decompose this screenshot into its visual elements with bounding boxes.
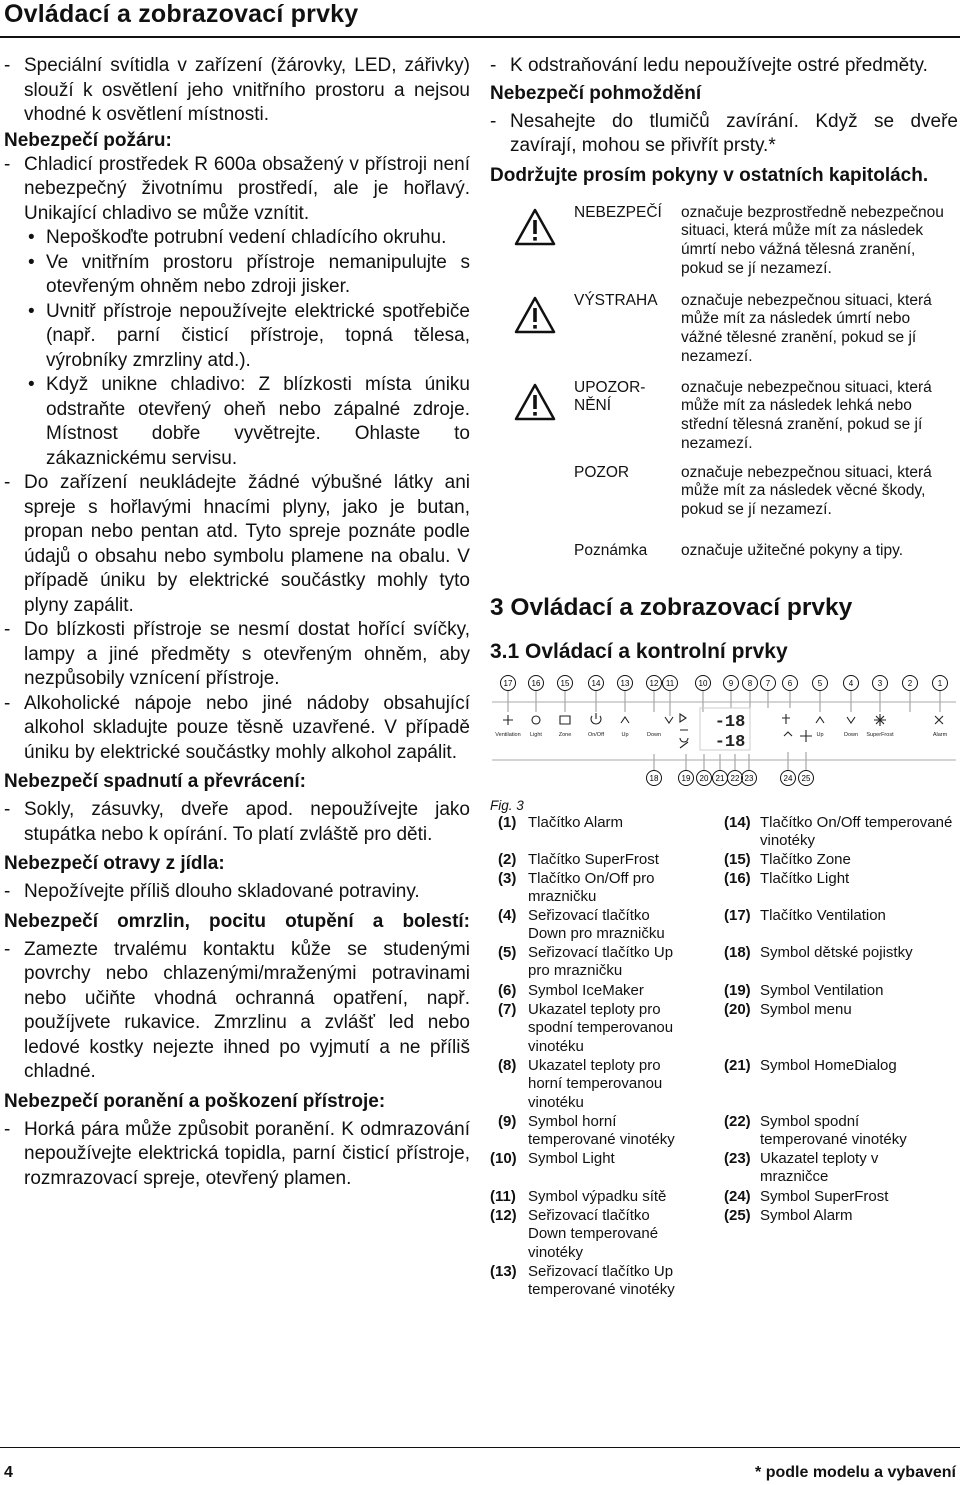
callout-25 <box>799 770 814 785</box>
callouts-bottom <box>647 770 814 785</box>
svg-text:1: 1 <box>937 678 943 688</box>
ventilation-icon[interactable] <box>503 715 513 725</box>
paragraph-lighting: - Speciální svítidla v zařízení (žárovky, LED, zářivky) slouží k osvětlení jeho vnitřního prostoru a nejsou vhodné k osvětlení místnosti. <box>4 54 470 128</box>
warning-triangle-icon <box>514 296 556 334</box>
callouts-top <box>501 675 948 690</box>
heading-crush: Nebezpečí pohmoždění <box>490 82 702 104</box>
legend-number: (8) <box>498 1056 517 1074</box>
control-panel-diagram <box>490 674 958 796</box>
heading-fall: Nebezpečí spadnutí a převrácení: <box>4 771 306 792</box>
footer-rule <box>0 1447 960 1448</box>
left-column <box>4 54 470 1191</box>
hazard-label: NEBEZPEČÍ <box>574 203 662 221</box>
svg-text:10: 10 <box>698 678 708 688</box>
legend-number: (1) <box>498 813 517 831</box>
svg-text:13: 13 <box>620 678 630 688</box>
legend-text: Symbol menu <box>760 1000 852 1018</box>
legend-number: (13) <box>490 1262 517 1280</box>
legend-number: (5) <box>498 943 517 961</box>
paragraph-injury: - Horká pára může způsobit poranění. K odmrazování nepoužívejte elektrická topidla, parní čisticí přístroje, rozmrazovací spreje, otevřený plamen. <box>4 1118 470 1192</box>
legend-text: Tlačítko Ventilation <box>760 906 886 924</box>
up-arrow-icon[interactable] <box>621 717 629 723</box>
legend-number: (7) <box>498 1000 517 1018</box>
svg-text:5: 5 <box>817 678 823 688</box>
svg-text:3: 3 <box>877 678 883 688</box>
hazard-label: Poznámka <box>574 541 648 559</box>
paragraph-ice: - K odstraňování ledu nepoužívejte ostré předměty. <box>490 54 958 79</box>
svg-text:SuperFrost: SuperFrost <box>866 731 894 738</box>
paragraph-fall: - Sokly, zásuvky, dveře apod. nepoužívejte jako stupátka nebo k opírání. To platí zvláště pro děti. <box>4 798 470 847</box>
hazard-description: označuje užitečné pokyny a tipy. <box>681 541 904 559</box>
svg-text:17: 17 <box>503 678 513 688</box>
legend-number: (12) <box>490 1206 517 1224</box>
callout-12 <box>647 675 662 690</box>
svg-text:23: 23 <box>744 773 754 783</box>
svg-text:6: 6 <box>787 678 793 688</box>
legend-text: Tlačítko Light <box>760 869 850 887</box>
callout-14 <box>589 675 604 690</box>
svg-text:Up: Up <box>621 731 629 738</box>
hazard-description: označuje bezprostředně nebezpečnou situaci, která může mít za následek úmrtí nebo vážná tělesná zranění, pokud se jí nezamezí. <box>681 203 944 277</box>
legend-number: (10) <box>490 1149 517 1167</box>
svg-text:On/Off: On/Off <box>587 731 605 738</box>
superfrost-icon[interactable] <box>874 714 886 726</box>
legend-text: Ukazatel teploty pro horní temperovanou vinotéku <box>528 1056 663 1111</box>
svg-text:15: 15 <box>560 678 570 688</box>
svg-text:Down: Down <box>646 731 662 738</box>
callout-1 <box>933 675 948 690</box>
legend-text: Symbol SuperFrost <box>760 1187 889 1205</box>
heading-follow: Dodržujte prosím pokyny v ostatních kapitolách. <box>490 164 929 186</box>
legend-number: (15) <box>724 850 751 868</box>
callout-22 <box>728 770 743 785</box>
hazard-label: VÝSTRAHA <box>574 291 658 309</box>
warning-triangle-icon <box>514 383 556 421</box>
paragraph-explosives: - Do zařízení neukládejte žádné výbušné látky ani spreje s hořlavými hnacími plyny, jako je butan, propan nebo pentan atd. Tyto spreje poznáte podle údajů o obsahu nebo symbolu plamene na obalu. V případě úniku by elektrické součástky mohly tyto plyny zapálit. <box>4 471 470 618</box>
legend-number: (25) <box>724 1206 751 1224</box>
light-icon[interactable] <box>532 716 540 724</box>
alarm-icon[interactable] <box>935 716 943 724</box>
callout-24 <box>781 770 796 785</box>
header-rule <box>0 36 960 38</box>
legend-text: Seřizovací tlačítko Down temperované vinotéky <box>528 1206 659 1261</box>
legend-number: (6) <box>498 981 517 999</box>
display-digits-top: -18 <box>714 712 746 732</box>
legend-number: (14) <box>724 813 751 831</box>
warning-triangle-icon <box>514 208 556 246</box>
control-panel-figure <box>490 674 958 796</box>
legend-number: (11) <box>490 1187 516 1205</box>
hazard-table <box>490 204 958 574</box>
zone-icon[interactable] <box>560 716 570 724</box>
legend-number: (19) <box>724 981 751 999</box>
svg-text:14: 14 <box>591 678 601 688</box>
svg-text:2: 2 <box>907 678 913 688</box>
svg-text:24: 24 <box>783 773 793 783</box>
svg-text:22: 22 <box>730 773 740 783</box>
heading-fire: Nebezpečí požáru: <box>4 129 172 151</box>
legend-text: Symbol spodní temperované vinotéky <box>760 1112 907 1149</box>
legend-text: Tlačítko Zone <box>760 850 851 868</box>
display-symbol-icons <box>782 714 812 742</box>
callout-13 <box>618 675 633 690</box>
legend-number: (4) <box>498 906 517 924</box>
svg-text:Zone: Zone <box>558 731 572 738</box>
legend-number: (24) <box>724 1187 751 1205</box>
svg-text:Down: Down <box>843 731 859 738</box>
callout-16 <box>529 675 544 690</box>
hazard-description: označuje nebezpečnou situaci, která může mít za následek lehká nebo střední tělesná zranění, pokud se jí nezamezí. <box>681 378 932 452</box>
bullet-pipes: • Nepoškoďte potrubní vedení chladícího okruhu. <box>4 226 470 251</box>
callout-4 <box>844 675 859 690</box>
legend-text: Ukazatel teploty pro spodní temperovanou vinotéku <box>528 1000 674 1055</box>
svg-text:21: 21 <box>715 773 725 783</box>
legend-number: (18) <box>724 943 751 961</box>
callout-6 <box>783 675 798 690</box>
hazard-label: UPOZOR-NĚNÍ <box>574 378 646 414</box>
power-icon[interactable] <box>591 713 601 724</box>
down-arrow-icon[interactable] <box>665 717 673 723</box>
right-column <box>490 54 958 1314</box>
figure-legend <box>490 814 960 1314</box>
svg-text:20: 20 <box>699 773 709 783</box>
legend-number: (9) <box>498 1112 517 1130</box>
legend-text: Symbol IceMaker <box>528 981 644 999</box>
callout-23 <box>742 770 757 785</box>
legend-text: Symbol HomeDialog <box>760 1056 897 1074</box>
legend-number: (3) <box>498 869 517 887</box>
callout-9 <box>724 675 739 690</box>
paragraph-candles: - Do blízkosti přístroje se nesmí dostat hořící svíčky, lampy a jiné předměty s otevřeným ohněm, aby nezpůsobily vznícení přístroje. <box>4 618 470 692</box>
callout-7 <box>761 675 776 690</box>
subsection-heading: 3.1 Ovládací a kontrolní prvky <box>490 639 788 663</box>
legend-number: (20) <box>724 1000 751 1018</box>
callout-21 <box>713 770 728 785</box>
figure-caption: Fig. 3 <box>490 797 524 813</box>
bullet-open-fire: • Ve vnitřním prostoru přístroje nemanipulujte s otevřeným ohněm nebo zdroji jisker. <box>4 251 470 300</box>
legend-text: Symbol výpadku sítě <box>528 1187 667 1205</box>
bullet-appliances: • Uvnitř přístroje nepoužívejte elektrické spotřebiče (např. parní čisticí přístroje, topná tělesa, výrobníky zmrzliny atd.). <box>4 300 470 374</box>
callout-2 <box>903 675 918 690</box>
callout-17 <box>501 675 516 690</box>
paragraph-frost: - Zamezte trvalému kontaktu kůže se studenými povrchy nebo chlazenými/mraženými potravinami nebo učiňte vhodná ochranná opatření, např. použíjvete rukavice. Zmrzlinu a zvlášť led nebo ledové kostky nejezte ihned po vyjmutí a ne příliš chladné. <box>4 938 470 1085</box>
footer-note: * podle modelu a vybavení <box>755 1464 956 1481</box>
bullet-leak: • Když unikne chladivo: Z blízkosti místa úniku odstraňte otevřený oheň nebo zápalné zdroje. Místnost dobře vyvětrejte. Ohlaste to zákaznickému servisu. <box>4 373 470 471</box>
section-heading: 3 Ovládací a zobrazovací prvky <box>490 593 853 621</box>
page-number: 4 <box>4 1464 13 1481</box>
legend-text: Symbol dětské pojistky <box>760 943 913 961</box>
svg-text:7: 7 <box>765 678 771 688</box>
display-status-icons <box>680 714 688 748</box>
legend-number: (17) <box>724 906 751 924</box>
svg-text:Up: Up <box>816 731 824 738</box>
legend-text: Seřizovací tlačítko Down pro mrazničku <box>528 906 665 943</box>
hazard-description: označuje nebezpečnou situaci, která může mít za následek úmrtí nebo vážné tělesné zranění, pokud se jí nezamezí. <box>681 291 932 365</box>
heading-injury: Nebezpečí poranění a poškození přístroje: <box>4 1090 386 1112</box>
display-digits-bottom: -18 <box>714 732 746 752</box>
callout-20 <box>697 770 712 785</box>
svg-text:Alarm: Alarm <box>932 731 948 738</box>
legend-text: Ukazatel teploty v mrazničce <box>760 1149 879 1186</box>
callout-11 <box>663 675 678 690</box>
legend-number: (21) <box>724 1056 751 1074</box>
svg-text:8: 8 <box>747 678 753 688</box>
hazard-description: označuje nebezpečnou situaci, která může mít za následek věcné škody, pokud se jí nezamezí. <box>681 463 932 518</box>
callout-18 <box>647 770 662 785</box>
panel-display <box>680 708 812 752</box>
paragraph-alcohol: - Alkoholické nápoje nebo jiné nádoby obsahující alkohol skladujte pouze těsně uzavřené. V případě úniku by elektrické součástky mohly alkohol zapálit. <box>4 692 470 766</box>
svg-text:Light: Light <box>530 731 542 738</box>
legend-text: Seřizovací tlačítko Up pro mrazničku <box>528 943 674 980</box>
legend-text: Tlačítko Alarm <box>528 813 624 831</box>
svg-text:11: 11 <box>665 678 675 688</box>
svg-text:9: 9 <box>728 678 734 688</box>
legend-number: (2) <box>498 850 517 868</box>
svg-text:Ventilation: Ventilation <box>495 731 521 738</box>
svg-text:19: 19 <box>681 773 691 783</box>
legend-text: Symbol Ventilation <box>760 981 884 999</box>
heading-frost: Nebezpečí omrzlin, pocitu otupění a bolestí: <box>4 910 470 932</box>
svg-text:16: 16 <box>531 678 541 688</box>
up-arrow-icon[interactable] <box>816 717 824 723</box>
svg-text:25: 25 <box>801 773 811 783</box>
svg-text:12: 12 <box>649 678 659 688</box>
svg-text:18: 18 <box>649 773 659 783</box>
callout-19 <box>679 770 694 785</box>
callout-15 <box>558 675 573 690</box>
legend-text: Tlačítko SuperFrost <box>528 850 659 868</box>
legend-number: (16) <box>724 869 751 887</box>
hazard-label: POZOR <box>574 463 630 481</box>
legend-text: Symbol horní temperované vinotéky <box>528 1112 675 1149</box>
callout-10 <box>696 675 711 690</box>
down-arrow-icon[interactable] <box>847 717 855 723</box>
page-title: Ovládací a zobrazovací prvky <box>4 0 359 28</box>
callout-3 <box>873 675 888 690</box>
legend-number: (23) <box>724 1149 751 1167</box>
heading-poison: Nebezpečí otravy z jídla: <box>4 853 225 874</box>
legend-text: Tlačítko On/Off temperované vinotéky <box>760 813 953 850</box>
legend-text: Symbol Alarm <box>760 1206 853 1224</box>
legend-number: (22) <box>724 1112 751 1130</box>
legend-text: Symbol Light <box>528 1149 615 1167</box>
callout-5 <box>813 675 828 690</box>
legend-text: Seřizovací tlačítko Up temperované vinotéky <box>528 1262 675 1299</box>
paragraph-crush: - Nesahejte do tlumičů zavírání. Když se dveře zavírají, mohou se přivřít prsty.* <box>490 110 958 159</box>
callout-8 <box>743 675 758 690</box>
legend-text: Tlačítko On/Off pro mrazničku <box>528 869 655 906</box>
paragraph-poison: - Nepožívejte příliš dlouho skladované potraviny. <box>4 880 470 905</box>
svg-text:4: 4 <box>848 678 854 688</box>
paragraph-refrigerant: - Chladicí prostředek R 600a obsažený v přístroji není nebezpečný životnímu prostředí, ale je hořlavý. Unikající chladivo se může vznítit. <box>4 153 470 227</box>
